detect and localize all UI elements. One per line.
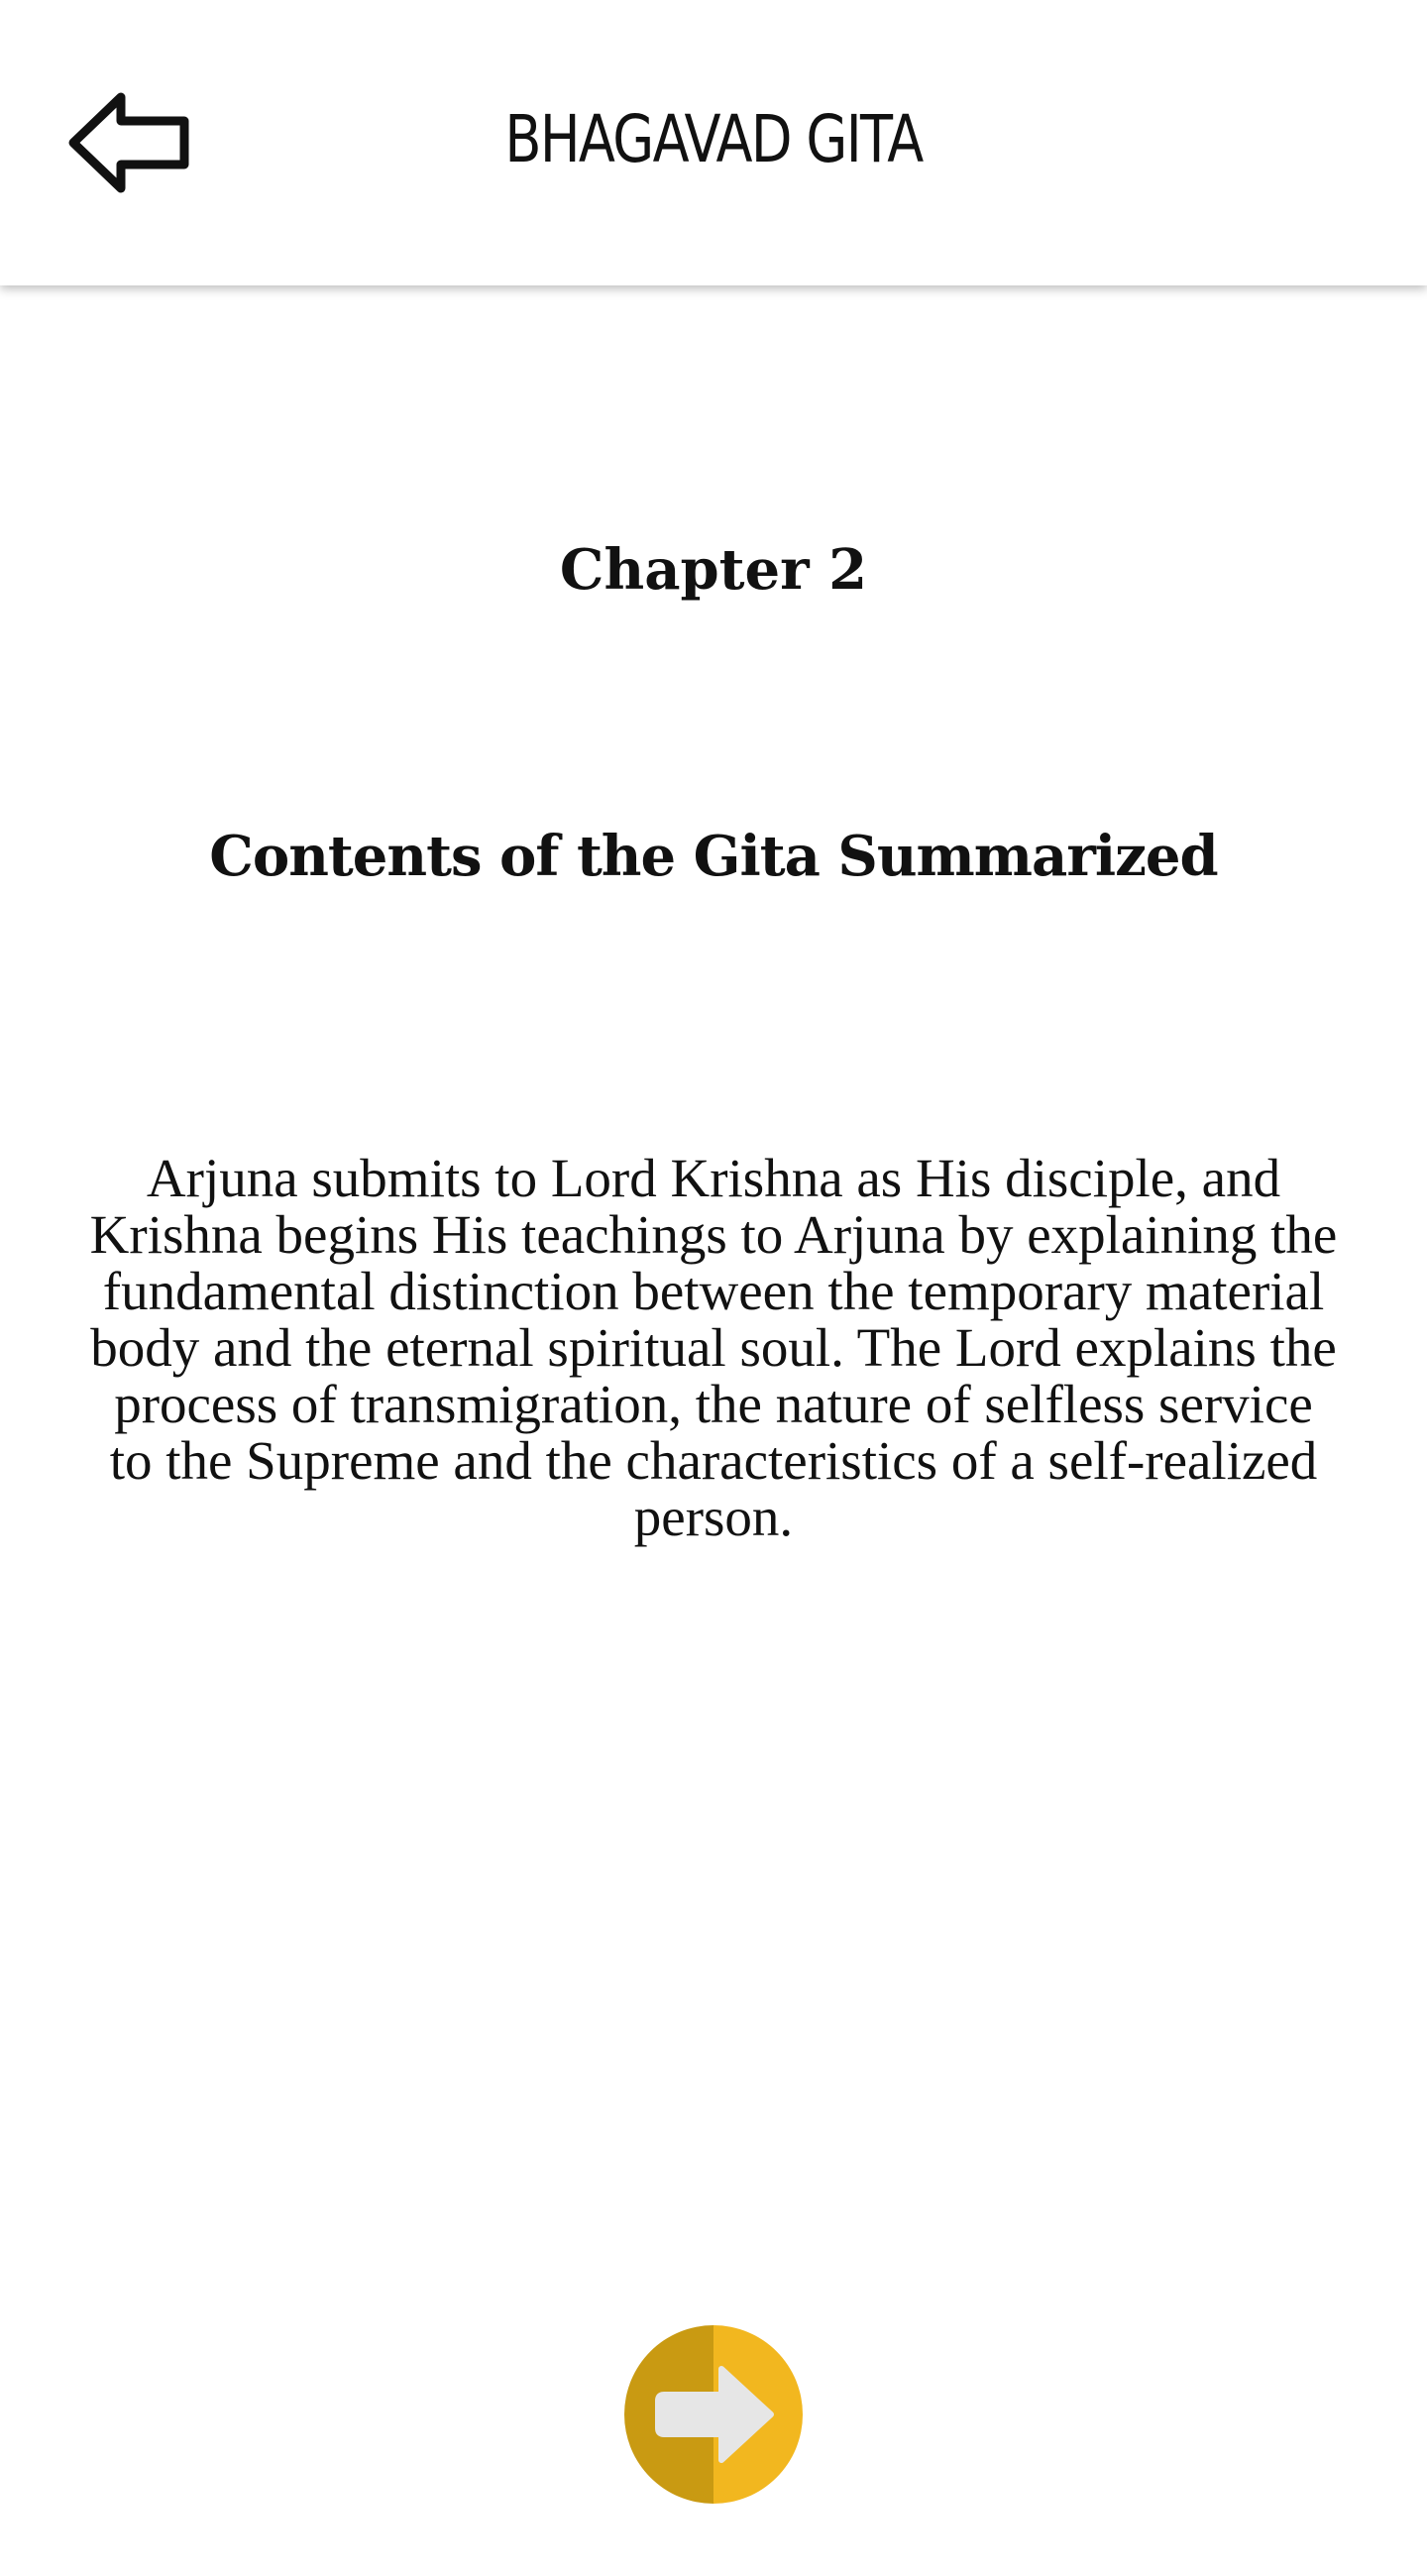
chapter-title: Contents of the Gita Summarized [209, 824, 1218, 889]
app-title: BHAGAVAD GITA [504, 101, 923, 177]
arrow-right-circle-icon [624, 2325, 803, 2504]
next-chapter-button[interactable] [624, 2325, 803, 2504]
app-bar [0, 0, 1427, 285]
chapter-number: Chapter 2 [559, 537, 868, 603]
chapter-summary: Arjuna submits to Lord Krishna as His disciple, and Krishna begins His teachings to Arjuna by explaining the fundamental distinction between the temporary material body and the eternal spiritual soul. The Lord explains the process of transmigration, the nature of selfless service to the Supreme and the characteristics of a self-realized person. [89, 1148, 1338, 1547]
